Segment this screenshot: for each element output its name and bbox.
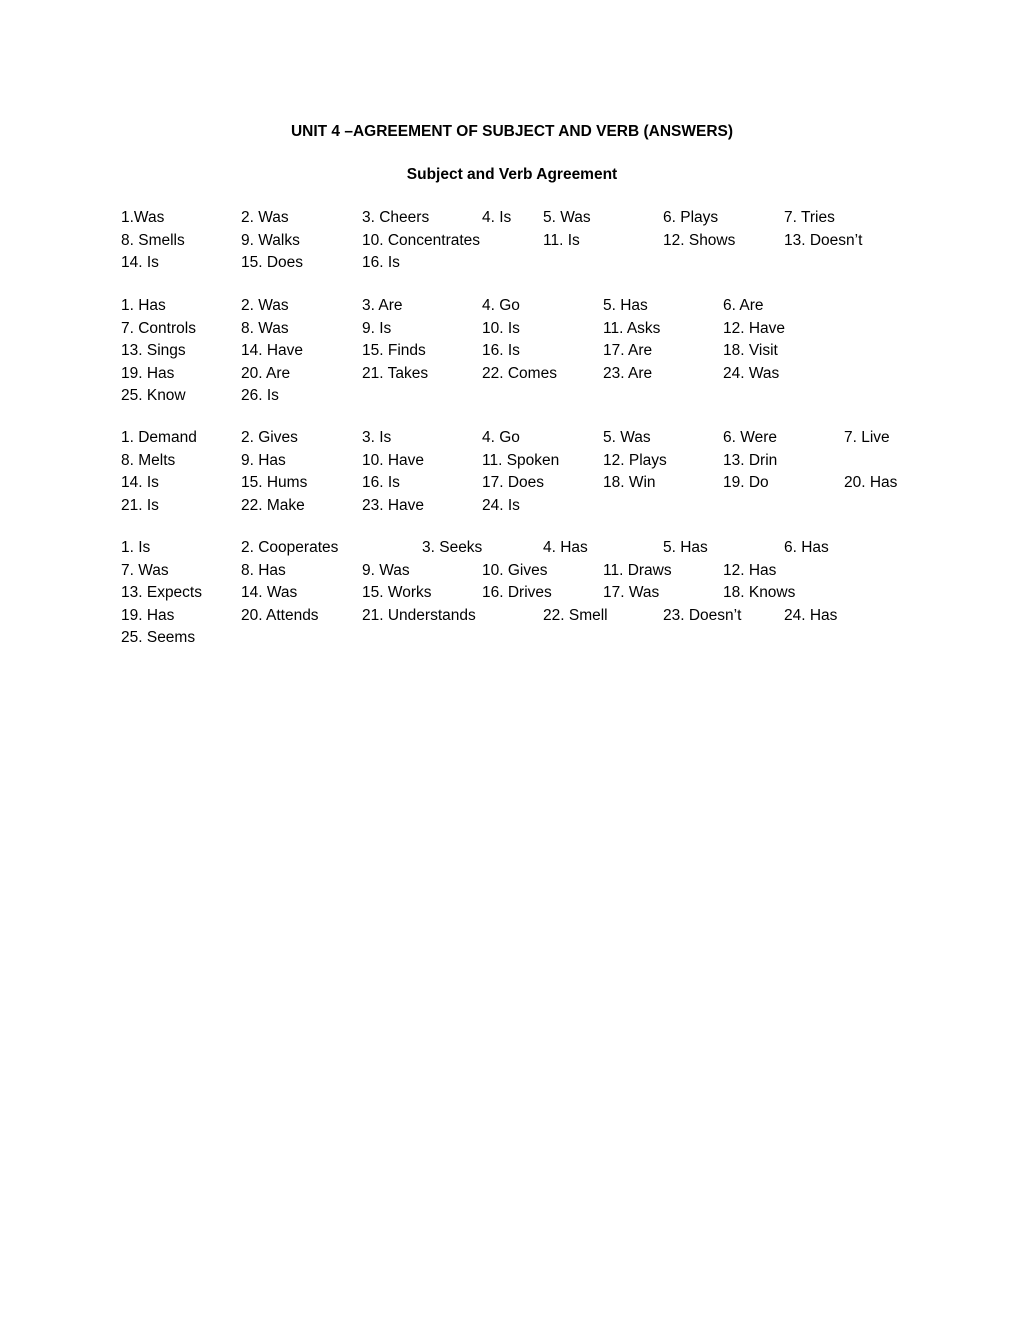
answer-row [0, 428, 1024, 451]
answer-item: 1. Is [121, 539, 151, 556]
answer-item: 26. Is [241, 387, 279, 404]
answer-item: 15. Hums [241, 474, 308, 491]
answer-item: 11. Draws [603, 561, 672, 579]
answer-item: 8. Smells [121, 231, 185, 249]
answer-block-1 [0, 208, 1024, 276]
answer-item: 11. Spoken [482, 451, 560, 469]
answer-row [0, 628, 1024, 651]
answer-item: 19. Do [723, 474, 769, 491]
answer-item: 7. Controls [121, 319, 196, 337]
answer-item: 5. Was [543, 209, 591, 226]
answer-item: 1.Was [121, 209, 165, 226]
answer-item: 12. Plays [603, 451, 667, 469]
answer-item: 11. Is [543, 231, 580, 249]
answer-item: 9. Was [362, 561, 410, 579]
answer-item: 14. Have [241, 342, 304, 359]
answer-item: 9. Walks [241, 231, 300, 249]
answer-item: 2. Was [241, 297, 289, 314]
answer-item: 1. Demand [121, 429, 197, 446]
answer-block-3 [0, 428, 1024, 518]
answer-item: 2. Was [241, 209, 289, 226]
answer-item: 5. Was [603, 429, 651, 446]
answer-item: 10. Is [482, 319, 520, 337]
answer-item: 2. Gives [241, 429, 298, 446]
answer-item: 2. Cooperates [241, 539, 339, 556]
answer-item: 22. Comes [482, 364, 557, 382]
answer-item: 18. Visit [723, 342, 778, 359]
answer-item: 7. Was [121, 561, 169, 579]
answer-item: 25. Know [121, 387, 186, 404]
answer-item: 22. Make [241, 496, 305, 514]
answer-item: 9. Is [362, 319, 392, 337]
answer-item: 24. Has [784, 606, 838, 624]
answer-item: 18. Knows [723, 584, 796, 601]
answer-row [0, 606, 1024, 629]
answer-item: 5. Has [603, 297, 648, 314]
answer-row [0, 386, 1024, 409]
answer-item: 17. Does [482, 474, 545, 491]
answer-item: 10. Concentrates [362, 231, 481, 249]
answer-item: 18. Win [603, 474, 656, 491]
answer-item: 19. Has [121, 364, 175, 382]
answer-item: 13. Expects [121, 584, 202, 601]
answer-item: 17. Was [603, 584, 660, 601]
answer-item: 10. Gives [482, 561, 548, 579]
answer-item: 5. Has [663, 539, 708, 556]
answer-item: 8. Was [241, 319, 289, 337]
answer-item: 3. Cheers [362, 209, 430, 226]
answer-item: 6. Has [784, 539, 829, 556]
answer-item: 21. Understands [362, 606, 476, 624]
answer-item: 21. Is [121, 496, 159, 514]
answer-item: 4. Is [482, 209, 512, 226]
answer-item: 14. Is [121, 254, 159, 271]
answer-row [0, 341, 1024, 364]
answer-item: 16. Is [482, 342, 520, 359]
answer-item: 15. Finds [362, 342, 426, 359]
answer-item: 23. Are [603, 364, 653, 382]
answer-item: 22. Smell [543, 606, 608, 624]
answer-row [0, 296, 1024, 319]
answer-row [0, 583, 1024, 606]
answer-row [0, 496, 1024, 519]
answer-item: 14. Is [121, 474, 159, 491]
answer-item: 20. Are [241, 364, 291, 382]
answer-item: 20. Attends [241, 606, 319, 624]
answer-item: 12. Have [723, 319, 786, 337]
answer-row [0, 253, 1024, 276]
answer-block-4 [0, 538, 1024, 651]
answer-item: 8. Melts [121, 451, 176, 469]
answer-item: 11. Asks [603, 319, 661, 337]
answer-item: 21. Takes [362, 364, 429, 382]
section-subtitle: Subject and Verb Agreement [406, 166, 618, 183]
answer-item: 3. Seeks [422, 539, 483, 556]
answer-item: 12. Shows [663, 231, 736, 249]
answer-item: 1. Has [121, 297, 166, 314]
answer-item: 7. Tries [784, 209, 835, 226]
answer-item: 15. Works [362, 584, 432, 601]
answer-item: 6. Are [723, 297, 764, 314]
answer-item: 24. Was [723, 364, 780, 382]
answer-item: 4. Go [482, 429, 520, 446]
answer-item: 23. Doesn’t [663, 606, 742, 624]
answer-item: 14. Was [241, 584, 298, 601]
answer-row [0, 364, 1024, 387]
answer-item: 4. Go [482, 297, 520, 314]
answer-block-2 [0, 296, 1024, 409]
answer-row [0, 319, 1024, 342]
answer-item: 25. Seems [121, 629, 196, 646]
answer-item: 9. Has [241, 451, 286, 469]
answer-item: 8. Has [241, 561, 286, 579]
answer-row [0, 538, 1024, 561]
answer-item: 4. Has [543, 539, 588, 556]
answer-item: 19. Has [121, 606, 175, 624]
answer-item: 13. Sings [121, 342, 186, 359]
answer-item: 15. Does [241, 254, 304, 271]
answer-item: 10. Have [362, 451, 425, 469]
answer-item: 13. Drin [723, 451, 778, 469]
answer-item: 20. Has [844, 474, 898, 491]
answer-item: 7. Live [844, 429, 890, 446]
answer-row [0, 451, 1024, 474]
answer-item: 24. Is [482, 496, 520, 514]
answer-item: 16. Is [362, 474, 400, 491]
answer-item: 23. Have [362, 496, 425, 514]
answer-item: 16. Drives [482, 584, 552, 601]
answer-row [0, 208, 1024, 231]
answer-item: 13. Doesn’t [784, 231, 863, 249]
page-title: UNIT 4 –AGREEMENT OF SUBJECT AND VERB (ANSWERS) [290, 123, 734, 140]
answer-row [0, 561, 1024, 584]
answer-item: 17. Are [603, 342, 653, 359]
answer-row [0, 231, 1024, 254]
answer-item: 3. Is [362, 429, 392, 446]
answer-row [0, 473, 1024, 496]
answer-item: 16. Is [362, 254, 400, 271]
answer-item: 12. Has [723, 561, 777, 579]
answer-item: 3. Are [362, 297, 403, 314]
answer-item: 6. Plays [663, 209, 719, 226]
answer-item: 6. Were [723, 429, 777, 446]
